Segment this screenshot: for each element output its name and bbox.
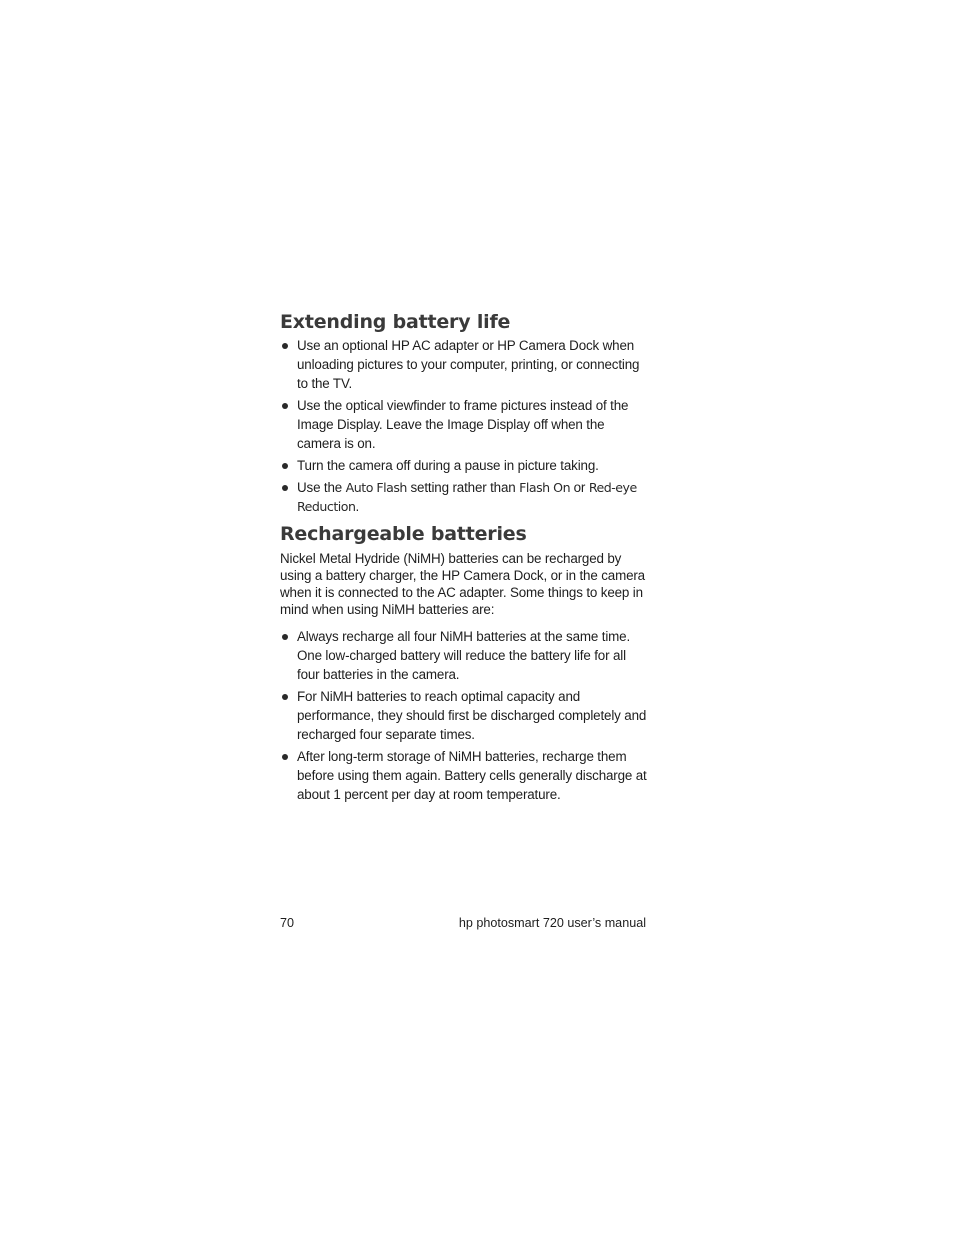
list-item — [280, 478, 648, 516]
page-content — [280, 308, 648, 807]
intro-paragraph: Nickel Metal Hydride (NiMH) batteries can be recharged by using a battery charger, the HP Camera Dock, or in the camera when it is connected to the AC adapter. Some things to keep in mind when using NiMH batteries are: — [280, 551, 645, 617]
page-number: 70 — [280, 916, 295, 930]
list-item: For NiMH batteries to reach optimal capacity and performance, they should first be discharged completely and recharged four separate times. — [280, 687, 648, 744]
list-item: Always recharge all four NiMH batteries at the same time. One low-charged battery will reduce the battery life for all four batteries in the camera. — [280, 627, 648, 684]
section-title-extending-battery-life: Extending battery life — [280, 311, 511, 333]
list-item: Use an optional HP AC adapter or HP Camera Dock when unloading pictures to your computer, printing, or connecting to the TV. — [280, 336, 648, 393]
text-segment: setting rather than — [406, 480, 520, 495]
list-item: Turn the camera off during a pause in picture taking. — [280, 456, 648, 475]
ui-term-auto-flash: Auto Flash — [345, 480, 407, 495]
section-title-rechargeable-batteries: Rechargeable batteries — [280, 523, 527, 545]
list-item: After long-term storage of NiMH batteries, recharge them before using them again. Battery cells generally discharge at about 1 percent per day at room temperature. — [280, 747, 648, 804]
battery-life-tips-list — [280, 336, 648, 516]
ui-term-red-eye-reduction: Red-eye Reduction — [297, 480, 637, 514]
text-segment: Use the — [297, 480, 346, 495]
nimh-tips-list — [280, 627, 648, 804]
manual-title: hp photosmart 720 user’s manual — [458, 916, 646, 930]
ui-term-flash-on: Flash On — [519, 480, 571, 495]
list-item: Use the optical viewfinder to frame pictures instead of the Image Display. Leave the Image Display off when the camera is on. — [280, 396, 648, 453]
text-segment: . — [355, 499, 360, 514]
text-segment: or — [570, 480, 589, 495]
